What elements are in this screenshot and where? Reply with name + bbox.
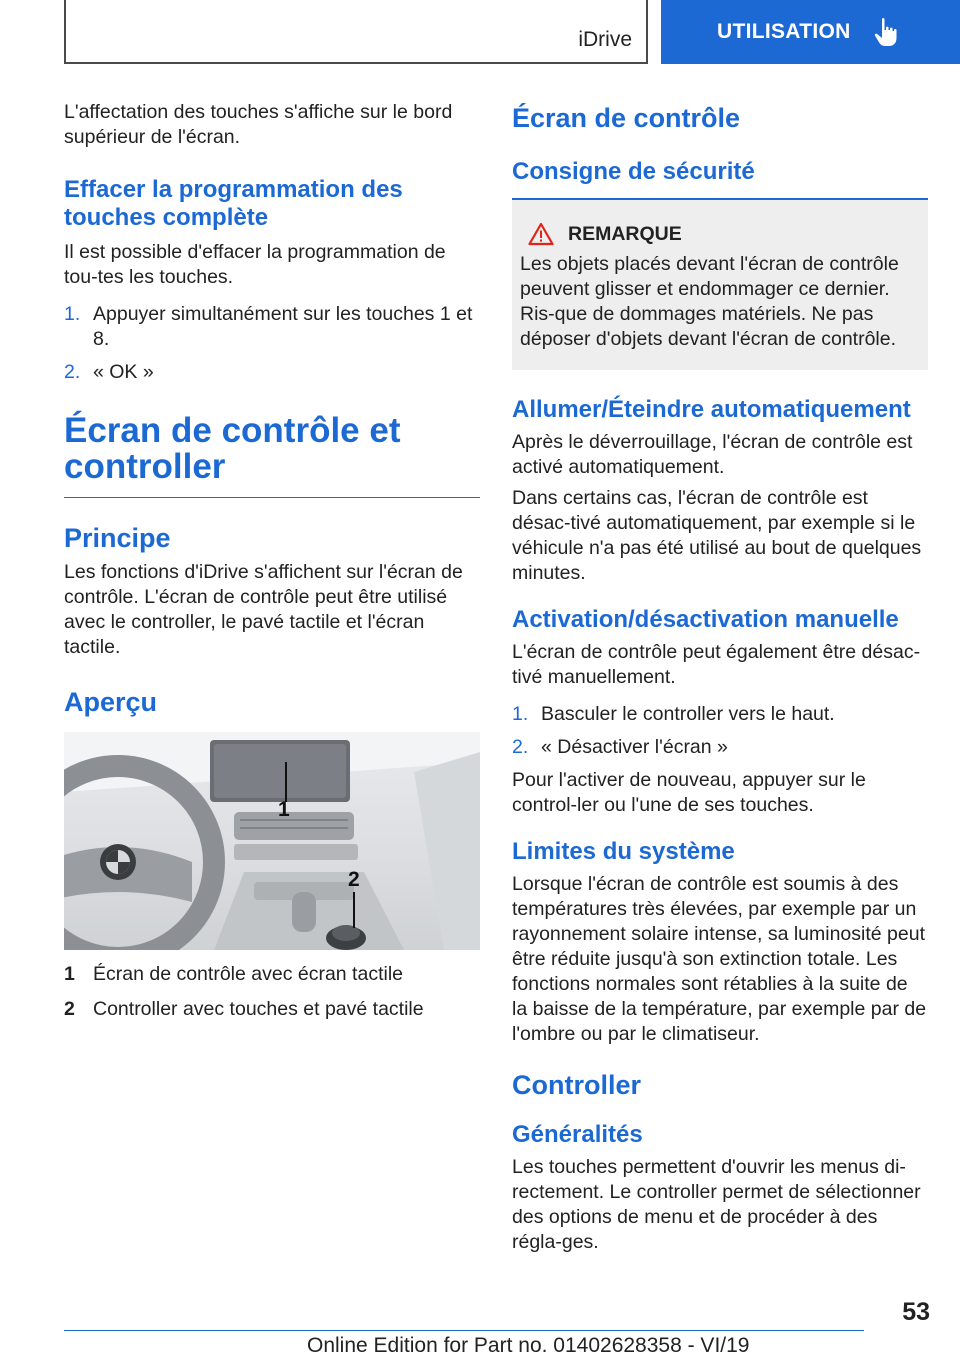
manual-after-paragraph: Pour l'activer de nouveau, appuyer sur le control-ler ou l'une de ses touches. [512, 769, 866, 816]
header-chapter-label: iDrive [578, 28, 632, 51]
general-paragraph: Les touches permettent d'ouvrir les menus di-rectement. Le controller permet de sélectionner des options de menu et de procéder à des régla-ges. [512, 1156, 921, 1253]
step-number: 1. [512, 703, 529, 725]
general-heading: Généralités [512, 1121, 643, 1148]
manual-paragraph: L'écran de contrôle peut également être désac-tivé manuellement. [512, 641, 921, 688]
legend-item [64, 962, 480, 987]
notice-text: Les objets placés devant l'écran de contrôle peuvent glisser et endommager ce dernier. Ris-que de dommages matériels. Ne pas déposer d'objets devant l'écran de contrôle. [520, 253, 899, 350]
erase-steps [64, 302, 480, 385]
auto-paragraph-1: Après le déverrouillage, l'écran de contrôle est activé automatiquement. [512, 431, 913, 478]
page-number: 53 [902, 1298, 930, 1326]
list-item [64, 302, 480, 352]
notice-box [512, 200, 928, 370]
main-section-title: Écran de contrôle et controller [64, 411, 401, 486]
left-column [64, 100, 480, 1032]
legend-text: Écran de contrôle avec écran tactile [93, 963, 404, 985]
step-number: 2. [64, 361, 81, 383]
erase-paragraph: Il est possible d'effacer la programmation de tou-tes les touches. [64, 241, 446, 288]
legend-text: Controller avec touches et pavé tactile [93, 998, 424, 1020]
overview-heading: Aperçu [64, 687, 158, 717]
manual-heading: Activation/désactivation manuelle [512, 606, 899, 633]
notice-header [520, 222, 920, 246]
figure-legend [64, 962, 480, 1022]
step-text: Basculer le controller vers le haut. [541, 703, 835, 725]
limits-paragraph: Lorsque l'écran de contrôle est soumis à des températures très élevées, par exemple par un rayonnement solaire intense, sa luminosité peut être réduite jusqu'à son extinction totale. Les fonctions normales sont rétablies à la suite de la baisse de la température, par exemple par de l'ombre ou par le climatiseur. [512, 873, 927, 1045]
auto-heading: Allumer/Éteindre automatiquement [512, 396, 911, 423]
intro-paragraph: L'affectation des touches s'affiche sur le bord supérieur de l'écran. [64, 101, 453, 148]
principle-paragraph: Les fonctions d'iDrive s'affichent sur l'écran de contrôle. L'écran de contrôle peut être utilisé avec le controller, le pavé tactile et l'écran tactile. [64, 561, 463, 658]
hand-pointer-icon [873, 17, 899, 47]
callout-number-2: 2 [348, 868, 360, 891]
header-section-label: UTILISATION [717, 20, 851, 43]
control-display-title: Écran de contrôle [512, 103, 741, 133]
header-section-tab [661, 0, 960, 64]
principle-heading: Principe [64, 523, 171, 553]
step-text: « Désactiver l'écran » [541, 736, 728, 758]
dashboard-illustration [64, 732, 480, 950]
safety-heading: Consigne de sécurité [512, 158, 755, 185]
controller-heading: Controller [512, 1070, 642, 1100]
erase-heading: Effacer la programmation des touches complète [64, 176, 403, 231]
limits-heading: Limites du système [512, 838, 735, 865]
legend-item [64, 997, 480, 1022]
header-chapter-box [64, 0, 648, 64]
step-text: Appuyer simultanément sur les touches 1 et 8. [93, 303, 473, 350]
car-interior-image [64, 732, 480, 950]
legend-number: 2 [64, 998, 75, 1020]
notice-title: REMARQUE [568, 222, 682, 245]
step-number: 1. [64, 303, 81, 325]
list-item [512, 702, 928, 727]
section-divider [64, 497, 480, 498]
footer-divider [64, 1330, 864, 1331]
manual-steps [512, 702, 928, 760]
list-item [64, 360, 480, 385]
warning-triangle-icon [528, 222, 554, 246]
legend-number: 1 [64, 963, 75, 985]
footer-edition: Online Edition for Part no. 01402628358 - VI/19 [307, 1334, 750, 1357]
list-item [512, 735, 928, 760]
auto-paragraph-2: Dans certains cas, l'écran de contrôle est désac-tivé automatiquement, par exemple si le véhicule n'a pas été utilisé au bout de quelques minutes. [512, 487, 922, 584]
right-column [512, 102, 928, 1265]
step-text: « OK » [93, 361, 154, 383]
callout-number-1: 1 [278, 798, 290, 821]
step-number: 2. [512, 736, 529, 758]
